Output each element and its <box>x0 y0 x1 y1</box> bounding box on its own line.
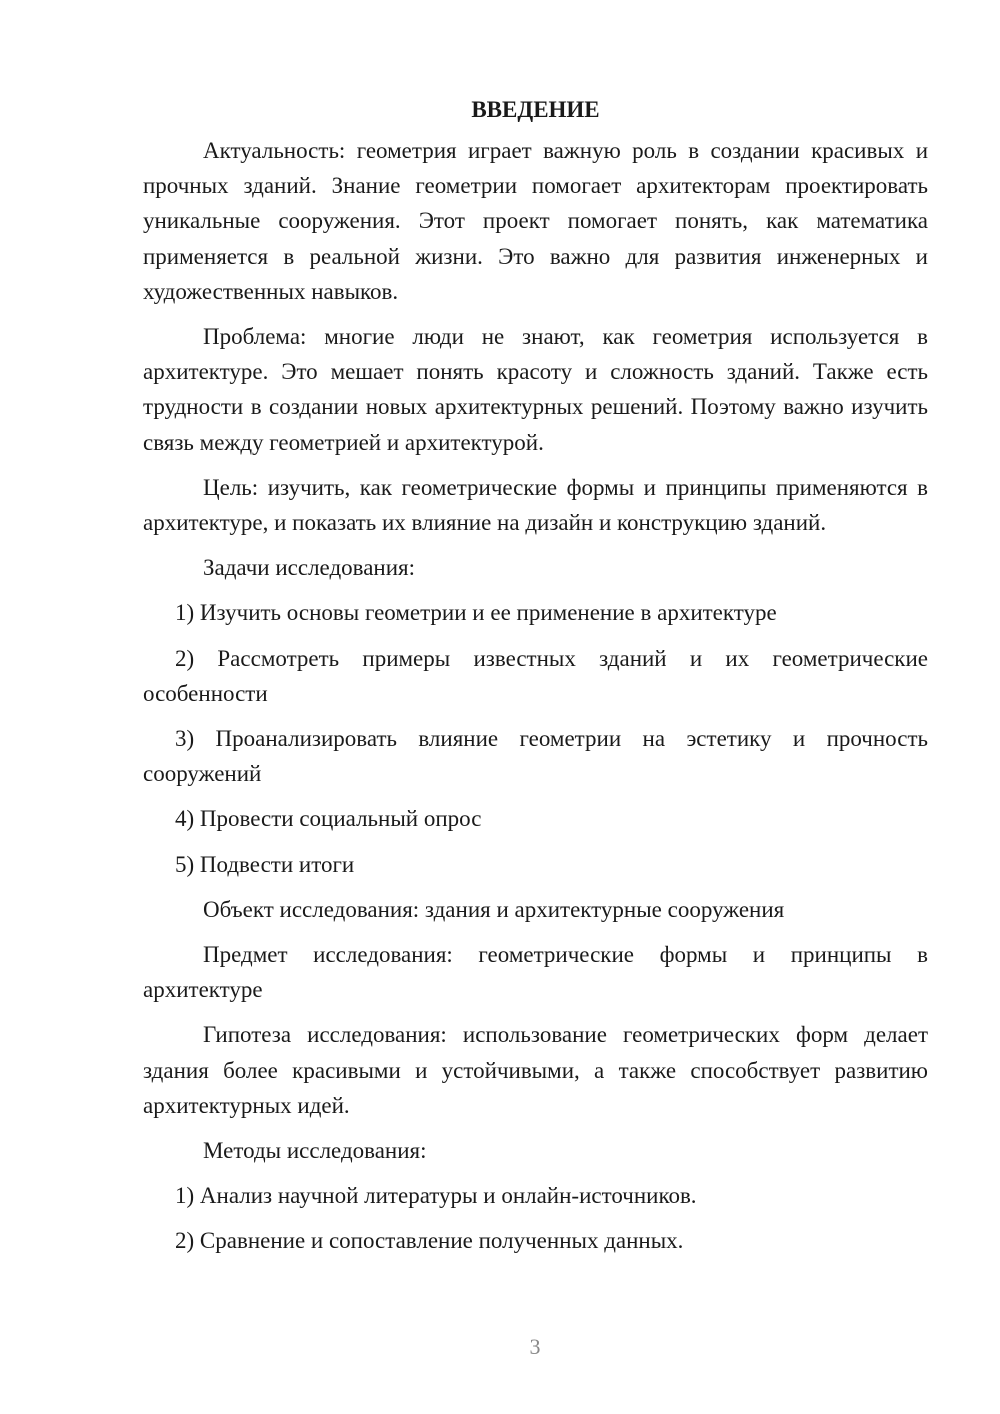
task-item: 5) Подвести итоги <box>175 851 355 877</box>
method-item: 1) Анализ научной литературы и онлайн-источников. <box>175 1183 697 1209</box>
hypothesis-paragraph: Гипотеза исследования: использование геометрических форм делает здания более красивыми и устойчивыми, а также способствует развитию архитектурных идей. <box>143 1022 928 1118</box>
page-number: 3 <box>529 1334 541 1359</box>
task-item: 4) Провести социальный опрос <box>175 806 482 832</box>
methods-heading: Методы исследования: <box>203 1138 427 1164</box>
task-item: 3) Проанализировать влияние геометрии на эстетику и прочность сооружений <box>143 726 928 787</box>
task-item: 1) Изучить основы геометрии и ее применение в архитектуре <box>175 600 777 626</box>
object-paragraph: Объект исследования: здания и архитектурные сооружения <box>203 896 785 922</box>
section-title: ВВЕДЕНИЕ <box>471 97 600 122</box>
document-page <box>143 92 928 1269</box>
tasks-heading: Задачи исследования: <box>203 555 416 581</box>
method-item: 2) Сравнение и сопоставление полученных данных. <box>175 1228 684 1254</box>
problem-paragraph: Проблема: многие люди не знают, как геометрия используется в архитектуре. Это мешает понять красоту и сложность зданий. Также есть трудности в создании новых архитектурных решений. Поэтому важно изучить связь между геометрией и архитектурой. <box>143 324 928 455</box>
goal-paragraph: Цель: изучить, как геометрические формы и принципы применяются в архитектуре, и показать их влияние на дизайн и конструкцию зданий. <box>143 474 928 536</box>
subject-paragraph: Предмет исследования: геометрические формы и принципы в архитектуре <box>143 942 928 1003</box>
task-item: 2) Рассмотреть примеры известных зданий и их геометрические особенности <box>143 645 928 706</box>
relevance-paragraph: Актуальность: геометрия играет важную роль в создании красивых и прочных зданий. Знание геометрии помогает архитекторам проектировать уникальные сооружения. Этот проект помогает понять, как математика применяется в реальной жизни. Это важно для развития инженерных и художественных навыков. <box>143 138 928 304</box>
